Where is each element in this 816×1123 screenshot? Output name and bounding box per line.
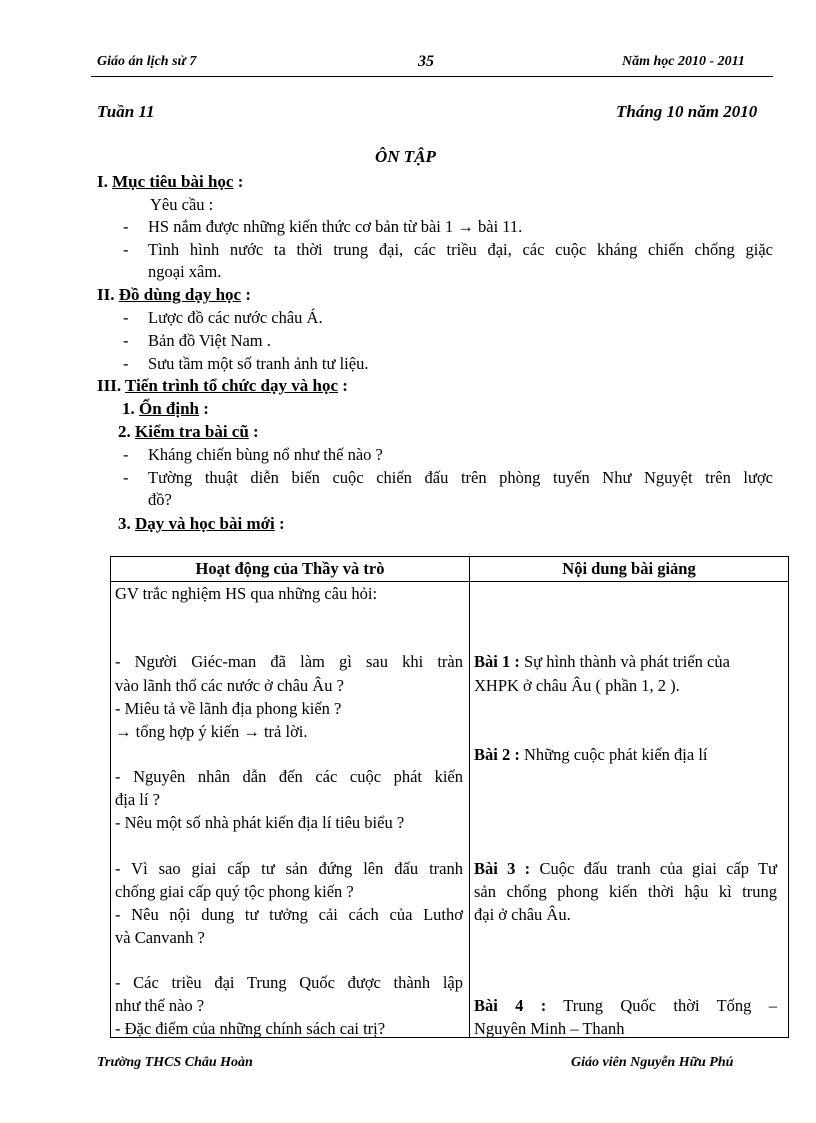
- section-3-heading: [97, 376, 348, 396]
- s2-item-3: Sưu tầm một số tranh ảnh tư liệu.: [148, 354, 369, 373]
- subsection-2-suffix: :: [248, 422, 259, 441]
- header-right: Năm học 2010 - 2011: [622, 54, 745, 69]
- lesson-1-cont: XHPK ở châu Âu ( phần 1, 2 ).: [474, 676, 680, 695]
- subsection-2-num: 2.: [118, 422, 135, 441]
- activities-cell: [111, 582, 470, 1038]
- content-cell: [470, 582, 789, 1038]
- subsection-3-heading: [118, 514, 285, 534]
- subsection-1-heading: [122, 399, 209, 419]
- table-header-content: Nội dung bài giảng: [470, 557, 789, 582]
- section-1-heading: [97, 172, 243, 192]
- left-line: - Nêu nội dung tư tưởng cải cách của Luthơ: [115, 905, 463, 924]
- bullet-dash: -: [123, 354, 129, 373]
- subsection-1-label: Ổn định: [139, 399, 200, 418]
- bullet-dash: -: [123, 331, 129, 350]
- left-line: - Các triều đại Trung Quốc được thành lập: [115, 973, 463, 992]
- lesson-4-label: Bài 4 :: [474, 996, 547, 1015]
- section-2-num: II.: [97, 285, 119, 304]
- left-line: vào lãnh thổ các nước ở châu Âu ?: [115, 676, 344, 695]
- left-line: và Canvanh ?: [115, 928, 205, 947]
- section-2-label: Đồ dùng dạy học: [118, 285, 242, 304]
- subsection-3-label: Dạy và học bài mới: [135, 514, 275, 533]
- bullet-dash: -: [123, 468, 129, 487]
- left-line: - Nêu một số nhà phát kiến địa lí tiêu biểu ?: [115, 813, 405, 832]
- left-line: GV trắc nghiệm HS qua những câu hỏi:: [115, 584, 378, 603]
- left-line: chống giai cấp quý tộc phong kiến ?: [115, 882, 354, 901]
- s3-2-item-2: Tường thuật diễn biến cuộc chiến đấu trên phòng tuyến Như Nguyệt trên lược: [148, 468, 773, 487]
- lesson-1: [474, 652, 730, 672]
- page-number: 35: [418, 53, 434, 70]
- left-line: - Người Giéc-man đã làm gì sau khi tràn: [115, 652, 463, 671]
- section-1-intro: Yêu cầu :: [150, 195, 214, 214]
- table-header-row: [111, 557, 789, 582]
- lesson-2-label: Bài 2 :: [474, 745, 520, 764]
- bullet-dash: -: [123, 240, 129, 259]
- s1-item-2-cont: ngoại xâm.: [148, 262, 222, 281]
- left-line: địa lí ?: [115, 790, 160, 809]
- lesson-4-cont: Nguyên Minh – Thanh: [474, 1019, 625, 1038]
- lesson-2-text: Những cuộc phát kiến địa lí: [519, 745, 708, 764]
- header-rule: [91, 76, 773, 77]
- lesson-table: [110, 556, 789, 1038]
- lesson-4-text: Trung Quốc thời Tống –: [546, 996, 777, 1015]
- section-2-suffix: :: [241, 285, 252, 304]
- lesson-4: [474, 996, 777, 1016]
- section-3-label: Tiến trình tổ chức dạy và học: [125, 376, 339, 395]
- left-line: - Đặc điểm của những chính sách cai trị?: [115, 1019, 386, 1038]
- section-1-label: Mục tiêu bài học: [112, 172, 234, 191]
- s1-item-1: HS nắm được những kiến thức cơ bản từ bài 1 → bài 11.: [148, 217, 523, 236]
- table-header-activities: Hoạt động của Thầy và trò: [111, 557, 470, 582]
- subsection-1-suffix: :: [199, 399, 209, 418]
- lesson-3-text: Cuộc đấu tranh của giai cấp Tư: [530, 859, 777, 878]
- lesson-3-cont: sản chống phong kiến thời hậu kì trung: [474, 882, 777, 901]
- left-line: - Miêu tả về lãnh địa phong kiến ?: [115, 699, 342, 718]
- section-1-suffix: :: [233, 172, 244, 191]
- section-3-suffix: :: [338, 376, 348, 395]
- s2-item-1: Lược đồ các nước châu Á.: [148, 308, 323, 327]
- section-1-num: I.: [97, 172, 113, 191]
- subsection-3-suffix: :: [274, 514, 285, 533]
- s3-2-item-2-cont: đồ?: [148, 490, 172, 509]
- subsection-2-heading: [118, 422, 259, 442]
- header-left: Giáo án lịch sử 7: [97, 54, 197, 69]
- subsection-3-num: 3.: [118, 514, 135, 533]
- left-line: - Vì sao giai cấp tư sản đứng lên đấu tranh: [115, 859, 463, 878]
- lesson-1-label: Bài 1 :: [474, 652, 520, 671]
- bullet-dash: -: [123, 308, 129, 327]
- bullet-dash: -: [123, 445, 129, 464]
- footer-school: Trường THCS Châu Hoàn: [97, 1055, 253, 1070]
- s2-item-2: Bản đồ Việt Nam .: [148, 331, 271, 350]
- lesson-3: [474, 859, 777, 879]
- section-3-num: III.: [97, 376, 126, 395]
- subsection-1-num: 1.: [122, 399, 139, 418]
- lesson-1-text: Sự hình thành và phát triển của: [519, 652, 730, 671]
- s1-item-2: Tình hình nước ta thời trung đại, các triều đại, các cuộc kháng chiến chống giặc: [148, 240, 773, 259]
- week-label: Tuần 11: [97, 102, 155, 121]
- left-line: - Nguyên nhân dẫn đến các cuộc phát kiến: [115, 767, 463, 786]
- lesson-3-label: Bài 3 :: [474, 859, 531, 878]
- subsection-2-label: Kiểm tra bài cũ: [135, 422, 249, 441]
- footer-teacher: Giáo viên Nguyễn Hữu Phú: [571, 1055, 734, 1070]
- table-row: [111, 582, 789, 1038]
- left-line: → tổng hợp ý kiến → trả lời.: [115, 722, 308, 741]
- lesson-2: [474, 745, 708, 765]
- section-2-heading: [97, 285, 251, 305]
- s3-2-item-1: Kháng chiến bùng nổ như thế nào ?: [148, 445, 383, 464]
- lesson-3-cont2: đại ở châu Âu.: [474, 905, 571, 924]
- month-label: Tháng 10 năm 2010: [616, 102, 758, 121]
- page-title: ÔN TẬP: [375, 147, 436, 166]
- left-line: như thế nào ?: [115, 996, 205, 1015]
- bullet-dash: -: [123, 217, 129, 236]
